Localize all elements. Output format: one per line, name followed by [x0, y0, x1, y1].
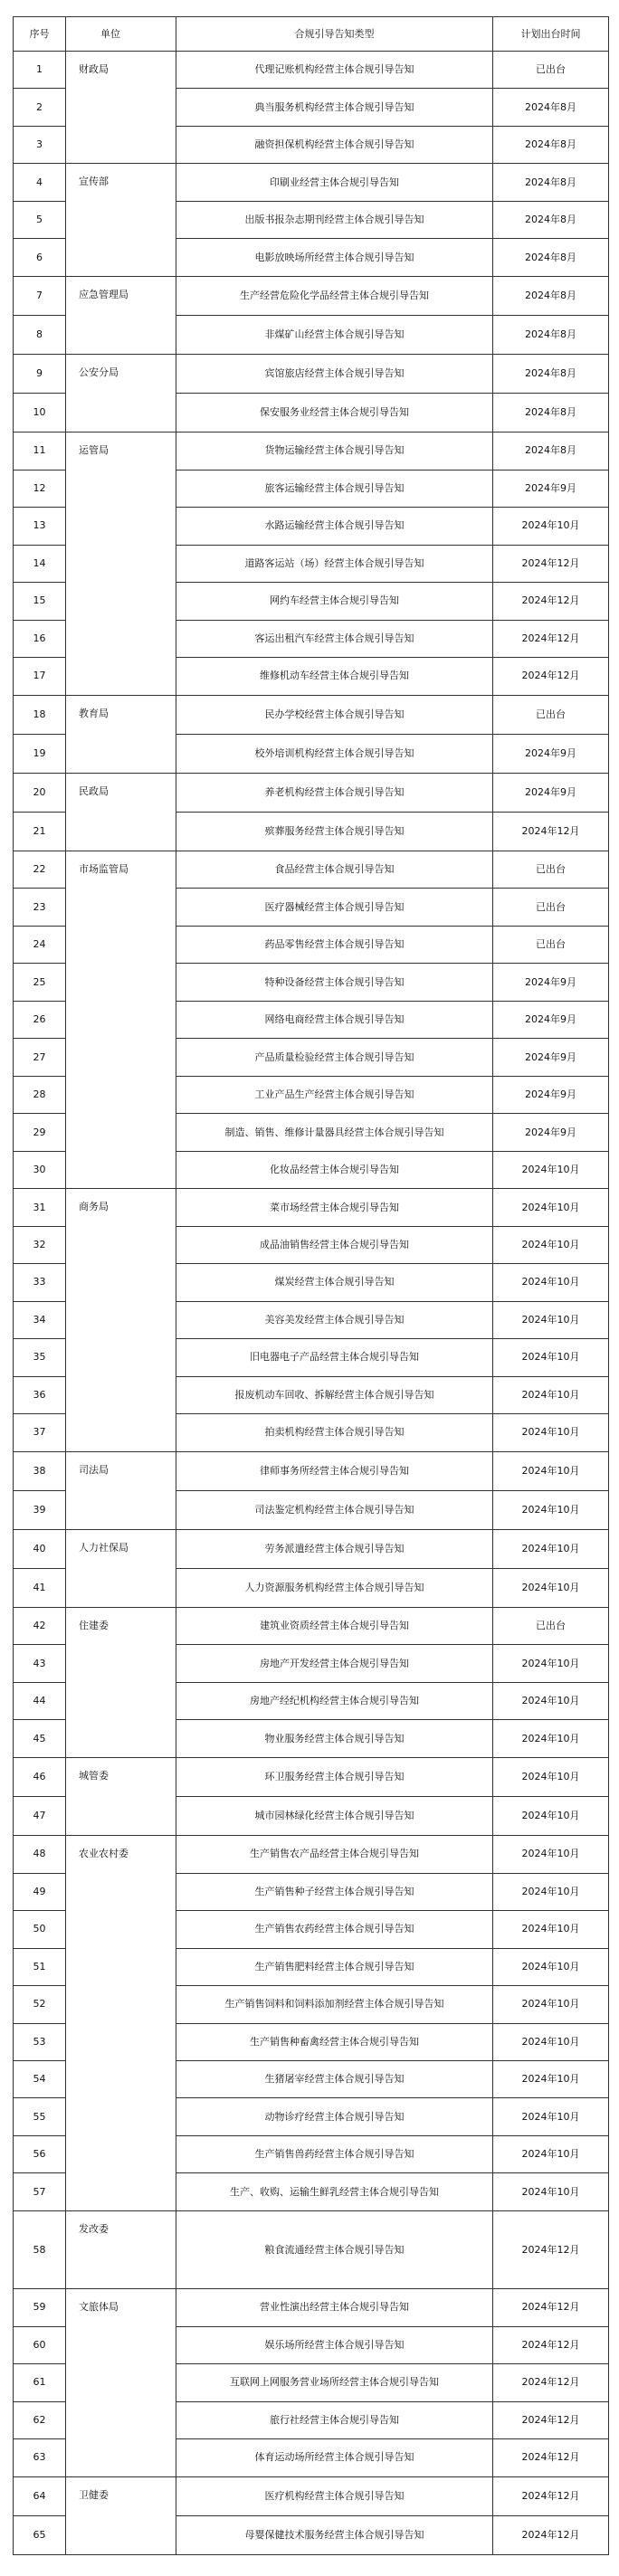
planned-time-cell: 2024年8月	[493, 164, 609, 201]
planned-time-cell: 2024年10月	[493, 1490, 609, 1529]
planned-time-cell: 2024年9月	[493, 1001, 609, 1038]
planned-time-cell: 已出台	[493, 851, 609, 888]
planned-time-cell: 2024年10月	[493, 1986, 609, 2023]
guidance-type-cell: 旅客运输经营主体合规引导告知	[176, 470, 493, 507]
planned-time-cell: 2024年8月	[493, 276, 609, 315]
planned-time-cell: 2024年10月	[493, 1189, 609, 1226]
serial-number-cell: 10	[14, 394, 66, 433]
guidance-type-cell: 劳务派遣经营主体合规引导告知	[176, 1529, 493, 1568]
serial-number-cell: 64	[14, 2476, 66, 2515]
guidance-type-cell: 食品经营主体合规引导告知	[176, 851, 493, 888]
planned-time-cell: 2024年12月	[493, 545, 609, 582]
serial-number-cell: 26	[14, 1001, 66, 1038]
guidance-type-cell: 宾馆旅店经营主体合规引导告知	[176, 355, 493, 394]
planned-time-cell: 已出台	[493, 1607, 609, 1644]
department-cell: 民政局	[66, 773, 176, 851]
guidance-type-cell: 体育运动场所经营主体合规引导告知	[176, 2439, 493, 2476]
serial-number-cell: 43	[14, 1645, 66, 1682]
planned-time-cell: 2024年10月	[493, 1301, 609, 1338]
guidance-type-cell: 生产销售兽药经营主体合规引导告知	[176, 2135, 493, 2172]
table-row	[14, 695, 609, 734]
guidance-type-cell: 报废机动车回收、拆解经营主体合规引导告知	[176, 1376, 493, 1413]
guidance-type-cell: 生产销售种畜禽经营主体合规引导告知	[176, 2023, 493, 2060]
planned-time-cell: 2024年10月	[493, 1873, 609, 1910]
serial-number-cell: 58	[14, 2210, 66, 2288]
table-row	[14, 773, 609, 812]
serial-number-cell: 44	[14, 1682, 66, 1719]
serial-number-cell: 4	[14, 164, 66, 201]
compliance-guidance-table-container	[13, 16, 608, 2555]
guidance-type-cell: 互联网上网服务营业场所经营主体合规引导告知	[176, 2364, 493, 2401]
guidance-type-cell: 药品零售经营主体合规引导告知	[176, 926, 493, 963]
serial-number-cell: 53	[14, 2023, 66, 2060]
serial-number-cell: 13	[14, 508, 66, 545]
guidance-type-cell: 物业服务经营主体合规引导告知	[176, 1720, 493, 1757]
serial-number-cell: 16	[14, 620, 66, 657]
serial-number-cell: 32	[14, 1226, 66, 1263]
guidance-type-cell: 货物运输经营主体合规引导告知	[176, 433, 493, 470]
serial-number-cell: 12	[14, 470, 66, 507]
serial-number-cell: 55	[14, 2098, 66, 2135]
serial-number-cell: 63	[14, 2439, 66, 2476]
serial-number-cell: 39	[14, 1490, 66, 1529]
header-department: 单位	[66, 17, 176, 52]
planned-time-cell: 2024年10月	[493, 1948, 609, 1985]
planned-time-cell: 2024年10月	[493, 1836, 609, 1873]
serial-number-cell: 36	[14, 1376, 66, 1413]
serial-number-cell: 9	[14, 355, 66, 394]
guidance-type-cell: 房地产开发经营主体合规引导告知	[176, 1645, 493, 1682]
guidance-type-cell: 制造、销售、维修计量器具经营主体合规引导告知	[176, 1114, 493, 1151]
guidance-type-cell: 保安服务业经营主体合规引导告知	[176, 394, 493, 433]
guidance-type-cell: 电影放映场所经营主体合规引导告知	[176, 239, 493, 276]
serial-number-cell: 24	[14, 926, 66, 963]
serial-number-cell: 61	[14, 2364, 66, 2401]
planned-time-cell: 2024年10月	[493, 1339, 609, 1376]
planned-time-cell: 2024年9月	[493, 1039, 609, 1076]
guidance-type-cell: 维修机动车经营主体合规引导告知	[176, 658, 493, 695]
serial-number-cell: 17	[14, 658, 66, 695]
guidance-type-cell: 律师事务所经营主体合规引导告知	[176, 1451, 493, 1490]
planned-time-cell: 2024年10月	[493, 1797, 609, 1836]
planned-time-cell: 已出台	[493, 52, 609, 89]
department-cell: 农业农村委	[66, 1836, 176, 2211]
planned-time-cell: 2024年10月	[493, 1451, 609, 1490]
planned-time-cell: 2024年10月	[493, 2173, 609, 2210]
serial-number-cell: 37	[14, 1414, 66, 1451]
planned-time-cell: 2024年8月	[493, 394, 609, 433]
serial-number-cell: 7	[14, 276, 66, 315]
serial-number-cell: 28	[14, 1076, 66, 1113]
department-cell: 财政局	[66, 52, 176, 164]
guidance-type-cell: 水路运输经营主体合规引导告知	[176, 508, 493, 545]
guidance-type-cell: 生产销售农产品经营主体合规引导告知	[176, 1836, 493, 1873]
planned-time-cell: 2024年10月	[493, 1757, 609, 1796]
planned-time-cell: 2024年8月	[493, 89, 609, 126]
table-row	[14, 164, 609, 201]
planned-time-cell: 2024年8月	[493, 126, 609, 163]
serial-number-cell: 15	[14, 583, 66, 620]
planned-time-cell: 2024年10月	[493, 2023, 609, 2060]
planned-time-cell: 2024年10月	[493, 1911, 609, 1948]
guidance-type-cell: 代理记账机构经营主体合规引导告知	[176, 52, 493, 89]
planned-time-cell: 2024年10月	[493, 1376, 609, 1413]
table-body	[14, 52, 609, 2555]
serial-number-cell: 57	[14, 2173, 66, 2210]
guidance-type-cell: 生猪屠宰经营主体合规引导告知	[176, 2060, 493, 2097]
guidance-type-cell: 美容美发经营主体合规引导告知	[176, 1301, 493, 1338]
serial-number-cell: 19	[14, 734, 66, 773]
guidance-type-cell: 旧电器电子产品经营主体合规引导告知	[176, 1339, 493, 1376]
table-row	[14, 2476, 609, 2515]
serial-number-cell: 35	[14, 1339, 66, 1376]
planned-time-cell: 2024年12月	[493, 620, 609, 657]
header-planned-time: 计划出台时间	[493, 17, 609, 52]
planned-time-cell: 2024年12月	[493, 583, 609, 620]
table-row	[14, 1189, 609, 1226]
planned-time-cell: 2024年9月	[493, 1114, 609, 1151]
planned-time-cell: 2024年8月	[493, 355, 609, 394]
guidance-type-cell: 融资担保机构经营主体合规引导告知	[176, 126, 493, 163]
guidance-type-cell: 民办学校经营主体合规引导告知	[176, 695, 493, 734]
table-row	[14, 1757, 609, 1796]
serial-number-cell: 21	[14, 812, 66, 851]
planned-time-cell: 2024年12月	[493, 2476, 609, 2515]
serial-number-cell: 48	[14, 1836, 66, 1873]
serial-number-cell: 33	[14, 1264, 66, 1301]
guidance-type-cell: 生产销售种子经营主体合规引导告知	[176, 1873, 493, 1910]
department-cell: 司法局	[66, 1451, 176, 1529]
guidance-type-cell: 产品质量检验经营主体合规引导告知	[176, 1039, 493, 1076]
compliance-guidance-table	[13, 16, 609, 2555]
serial-number-cell: 54	[14, 2060, 66, 2097]
guidance-type-cell: 动物诊疗经营主体合规引导告知	[176, 2098, 493, 2135]
department-cell: 宣传部	[66, 164, 176, 276]
planned-time-cell: 2024年9月	[493, 964, 609, 1001]
serial-number-cell: 56	[14, 2135, 66, 2172]
guidance-type-cell: 人力资源服务机构经营主体合规引导告知	[176, 1568, 493, 1607]
serial-number-cell: 49	[14, 1873, 66, 1910]
serial-number-cell: 23	[14, 889, 66, 926]
planned-time-cell: 2024年12月	[493, 658, 609, 695]
planned-time-cell: 2024年9月	[493, 470, 609, 507]
table-row	[14, 851, 609, 888]
guidance-type-cell: 养老机构经营主体合规引导告知	[176, 773, 493, 812]
table-row	[14, 355, 609, 394]
guidance-type-cell: 煤炭经营主体合规引导告知	[176, 1264, 493, 1301]
guidance-type-cell: 拍卖机构经营主体合规引导告知	[176, 1414, 493, 1451]
planned-time-cell: 2024年10月	[493, 508, 609, 545]
department-cell: 住建委	[66, 1607, 176, 1757]
guidance-type-cell: 特种设备经营主体合规引导告知	[176, 964, 493, 1001]
table-row	[14, 2210, 609, 2288]
guidance-type-cell: 殡葬服务经营主体合规引导告知	[176, 812, 493, 851]
table-row	[14, 433, 609, 470]
planned-time-cell: 2024年10月	[493, 1414, 609, 1451]
planned-time-cell: 2024年12月	[493, 2515, 609, 2554]
planned-time-cell: 2024年10月	[493, 1529, 609, 1568]
department-cell: 运管局	[66, 433, 176, 695]
planned-time-cell: 2024年12月	[493, 2439, 609, 2476]
serial-number-cell: 47	[14, 1797, 66, 1836]
table-row	[14, 52, 609, 89]
serial-number-cell: 11	[14, 433, 66, 470]
guidance-type-cell: 生产销售农药经营主体合规引导告知	[176, 1911, 493, 1948]
serial-number-cell: 59	[14, 2289, 66, 2326]
guidance-type-cell: 旅行社经营主体合规引导告知	[176, 2401, 493, 2438]
department-cell: 公安分局	[66, 355, 176, 433]
guidance-type-cell: 化妆品经营主体合规引导告知	[176, 1151, 493, 1188]
guidance-type-cell: 菜市场经营主体合规引导告知	[176, 1189, 493, 1226]
planned-time-cell: 2024年12月	[493, 2210, 609, 2288]
guidance-type-cell: 道路客运站（场）经营主体合规引导告知	[176, 545, 493, 582]
planned-time-cell: 2024年12月	[493, 2364, 609, 2401]
planned-time-cell: 2024年8月	[493, 315, 609, 354]
planned-time-cell: 已出台	[493, 889, 609, 926]
planned-time-cell: 2024年12月	[493, 2289, 609, 2326]
guidance-type-cell: 房地产经纪机构经营主体合规引导告知	[176, 1682, 493, 1719]
serial-number-cell: 62	[14, 2401, 66, 2438]
serial-number-cell: 50	[14, 1911, 66, 1948]
table-row	[14, 276, 609, 315]
serial-number-cell: 2	[14, 89, 66, 126]
serial-number-cell: 8	[14, 315, 66, 354]
guidance-type-cell: 娱乐场所经营主体合规引导告知	[176, 2326, 493, 2363]
serial-number-cell: 27	[14, 1039, 66, 1076]
department-cell: 文旅体局	[66, 2289, 176, 2476]
guidance-type-cell: 网络电商经营主体合规引导告知	[176, 1001, 493, 1038]
guidance-type-cell: 建筑业资质经营主体合规引导告知	[176, 1607, 493, 1644]
serial-number-cell: 14	[14, 545, 66, 582]
serial-number-cell: 40	[14, 1529, 66, 1568]
serial-number-cell: 41	[14, 1568, 66, 1607]
serial-number-cell: 60	[14, 2326, 66, 2363]
department-cell: 教育局	[66, 695, 176, 773]
guidance-type-cell: 网约车经营主体合规引导告知	[176, 583, 493, 620]
department-cell: 应急管理局	[66, 276, 176, 354]
planned-time-cell: 2024年8月	[493, 433, 609, 470]
serial-number-cell: 31	[14, 1189, 66, 1226]
serial-number-cell: 30	[14, 1151, 66, 1188]
table-row	[14, 2289, 609, 2326]
planned-time-cell: 已出台	[493, 926, 609, 963]
planned-time-cell: 2024年10月	[493, 1682, 609, 1719]
serial-number-cell: 25	[14, 964, 66, 1001]
department-cell: 市场监管局	[66, 851, 176, 1188]
header-serial-number: 序号	[14, 17, 66, 52]
guidance-type-cell: 生产、收购、运输生鲜乳经营主体合规引导告知	[176, 2173, 493, 2210]
planned-time-cell: 2024年10月	[493, 1568, 609, 1607]
guidance-type-cell: 生产销售肥料经营主体合规引导告知	[176, 1948, 493, 1985]
planned-time-cell: 2024年12月	[493, 2326, 609, 2363]
serial-number-cell: 38	[14, 1451, 66, 1490]
planned-time-cell: 2024年9月	[493, 734, 609, 773]
planned-time-cell: 2024年9月	[493, 773, 609, 812]
serial-number-cell: 22	[14, 851, 66, 888]
planned-time-cell: 2024年10月	[493, 1645, 609, 1682]
guidance-type-cell: 环卫服务经营主体合规引导告知	[176, 1757, 493, 1796]
serial-number-cell: 20	[14, 773, 66, 812]
planned-time-cell: 2024年12月	[493, 812, 609, 851]
table-row	[14, 1607, 609, 1644]
department-cell: 商务局	[66, 1189, 176, 1451]
table-row	[14, 1836, 609, 1873]
guidance-type-cell: 成品油销售经营主体合规引导告知	[176, 1226, 493, 1263]
guidance-type-cell: 校外培训机构经营主体合规引导告知	[176, 734, 493, 773]
serial-number-cell: 45	[14, 1720, 66, 1757]
guidance-type-cell: 营业性演出经营主体合规引导告知	[176, 2289, 493, 2326]
serial-number-cell: 29	[14, 1114, 66, 1151]
guidance-type-cell: 客运出租汽车经营主体合规引导告知	[176, 620, 493, 657]
guidance-type-cell: 工业产品生产经营主体合规引导告知	[176, 1076, 493, 1113]
serial-number-cell: 46	[14, 1757, 66, 1796]
table-row	[14, 1529, 609, 1568]
department-cell: 城管委	[66, 1757, 176, 1835]
guidance-type-cell: 典当服务机构经营主体合规引导告知	[176, 89, 493, 126]
serial-number-cell: 1	[14, 52, 66, 89]
table-header-row	[14, 17, 609, 52]
serial-number-cell: 5	[14, 201, 66, 238]
guidance-type-cell: 母婴保健技术服务经营主体合规引导告知	[176, 2515, 493, 2554]
department-cell: 人力社保局	[66, 1529, 176, 1607]
planned-time-cell: 2024年12月	[493, 2401, 609, 2438]
serial-number-cell: 18	[14, 695, 66, 734]
guidance-type-cell: 生产经营危险化学品经营主体合规引导告知	[176, 276, 493, 315]
guidance-type-cell: 医疗器械经营主体合规引导告知	[176, 889, 493, 926]
table-row	[14, 1451, 609, 1490]
serial-number-cell: 3	[14, 126, 66, 163]
planned-time-cell: 2024年9月	[493, 1076, 609, 1113]
header-guidance-type: 合规引导告知类型	[176, 17, 493, 52]
planned-time-cell: 2024年10月	[493, 1226, 609, 1263]
planned-time-cell: 2024年8月	[493, 239, 609, 276]
guidance-type-cell: 出版书报杂志期刊经营主体合规引导告知	[176, 201, 493, 238]
guidance-type-cell: 印刷业经营主体合规引导告知	[176, 164, 493, 201]
department-cell: 发改委	[66, 2210, 176, 2288]
guidance-type-cell: 医疗机构经营主体合规引导告知	[176, 2476, 493, 2515]
planned-time-cell: 2024年10月	[493, 1151, 609, 1188]
guidance-type-cell: 非煤矿山经营主体合规引导告知	[176, 315, 493, 354]
guidance-type-cell: 粮食流通经营主体合规引导告知	[176, 2210, 493, 2288]
planned-time-cell: 2024年8月	[493, 201, 609, 238]
serial-number-cell: 42	[14, 1607, 66, 1644]
serial-number-cell: 51	[14, 1948, 66, 1985]
department-cell: 卫健委	[66, 2476, 176, 2555]
planned-time-cell: 已出台	[493, 695, 609, 734]
guidance-type-cell: 生产销售饲料和饲料添加剂经营主体合规引导告知	[176, 1986, 493, 2023]
guidance-type-cell: 城市园林绿化经营主体合规引导告知	[176, 1797, 493, 1836]
planned-time-cell: 2024年10月	[493, 1720, 609, 1757]
planned-time-cell: 2024年10月	[493, 2060, 609, 2097]
serial-number-cell: 65	[14, 2515, 66, 2554]
planned-time-cell: 2024年10月	[493, 1264, 609, 1301]
planned-time-cell: 2024年10月	[493, 2135, 609, 2172]
guidance-type-cell: 司法鉴定机构经营主体合规引导告知	[176, 1490, 493, 1529]
serial-number-cell: 52	[14, 1986, 66, 2023]
planned-time-cell: 2024年10月	[493, 2098, 609, 2135]
serial-number-cell: 6	[14, 239, 66, 276]
serial-number-cell: 34	[14, 1301, 66, 1338]
